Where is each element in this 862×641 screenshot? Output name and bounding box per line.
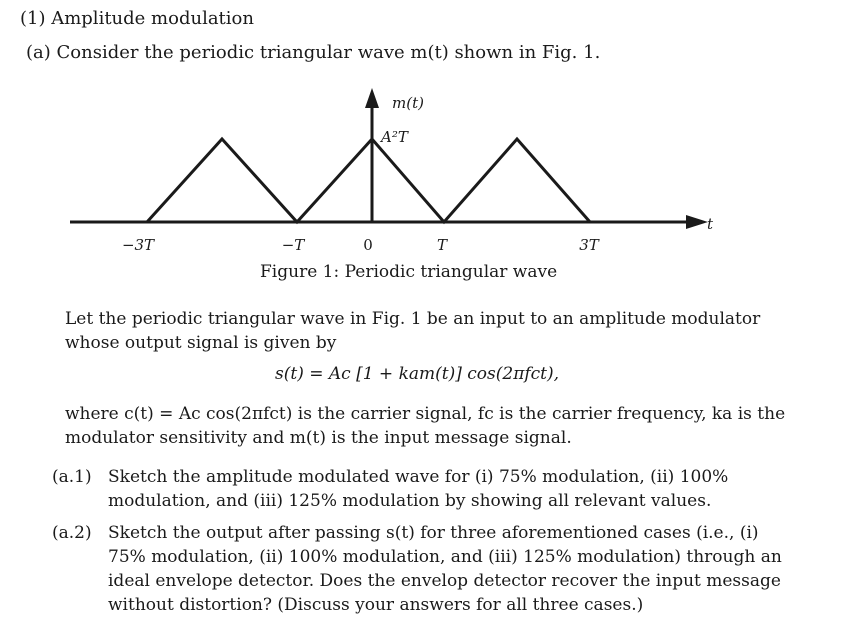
y-axis-arrow: [365, 88, 379, 108]
tick-label-neg3T: −3T: [121, 236, 155, 254]
tick-label-T: T: [436, 236, 448, 254]
paragraph-intro: Let the periodic triangular wave in Fig. 1 be an input to an amplitude modulator whose output signal is given by: [65, 309, 761, 353]
triangular-wave-line: [147, 139, 590, 222]
item-text-a2: Sketch the output after passing s(t) for three aforementioned cases (i.e., (i) 75% modulation, (ii) 100% modulation, and (iii) 125% modulation) through an ideal envelope detector. Does the envelop detector recover the input message without distortion? (Discuss your answers for all three cases.): [108, 523, 782, 615]
x-axis-label: t: [707, 215, 714, 233]
paragraph-definitions: where c(t) = Ac cos(2πfct) is the carrier signal, fc is the carrier frequency, ka is the modulator sensitivity and m(t) is the input message signal.: [65, 404, 786, 448]
part-a-question: (a) Consider the periodic triangular wave m(t) shown in Fig. 1.: [26, 42, 601, 63]
item-label-a1: (a.1): [52, 467, 92, 487]
triangular-wave-figure: [0, 0, 862, 290]
list-item-a1: [52, 465, 802, 513]
item-text-a1: Sketch the amplitude modulated wave for (i) 75% modulation, (ii) 100% modulation, and (iii) 125% modulation by showing all relevant values.: [108, 467, 729, 511]
peak-label: A²T: [381, 128, 408, 146]
item-label-a2: (a.2): [52, 523, 92, 543]
section-title: (1) Amplitude modulation: [20, 8, 254, 29]
list-item-a2: [52, 521, 802, 621]
tick-label-zero: 0: [363, 236, 373, 254]
tick-label-negT: −T: [281, 236, 305, 254]
figure-caption: Figure 1: Periodic triangular wave: [260, 262, 558, 282]
tick-label-3T: 3T: [579, 236, 599, 254]
x-axis-arrow: [686, 215, 708, 229]
y-axis-label: m(t): [392, 94, 424, 112]
modulation-equation: s(t) = Ac [1 + kam(t)] cos(2πfct),: [275, 364, 560, 384]
